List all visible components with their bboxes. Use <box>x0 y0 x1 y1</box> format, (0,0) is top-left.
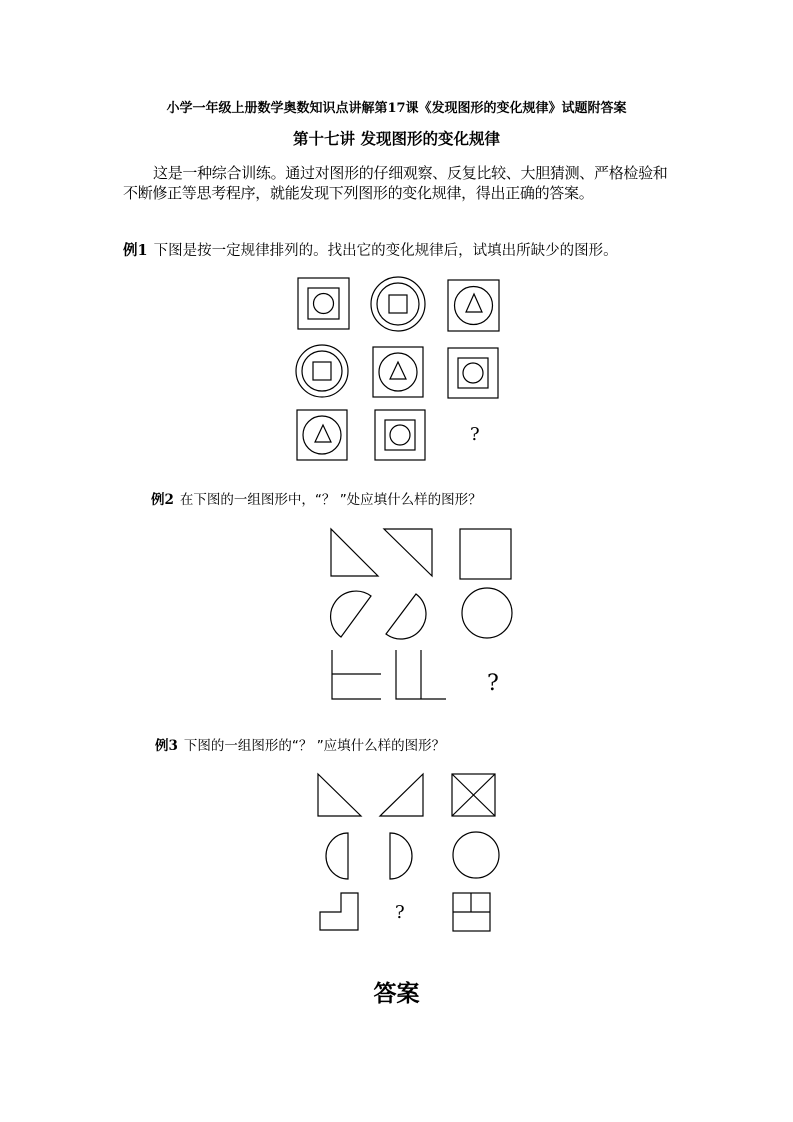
ex1-cell-3-2 <box>375 410 425 460</box>
ex1-cell-2-3 <box>448 348 498 398</box>
example-1-question <box>123 239 618 260</box>
ex2-cell-1-1 <box>331 529 378 576</box>
intro-paragraph: 这是一种综合训练。通过对图形的仔细观察、反复比较、大胆猜测、严格检验和不断修正等思考程序，就能发现下列图形的变化规律，得出正确的答案。 <box>123 164 668 202</box>
ex1-cell-2-1 <box>296 345 348 397</box>
document-title: 小学一年级上册数学奥数知识点讲解第17课《发现图形的变化规律》试题附答案 <box>166 101 627 116</box>
ex3-cell-2-3 <box>453 832 499 878</box>
ex1-cell-1-2 <box>371 277 425 331</box>
example-3-question <box>155 734 445 754</box>
ex3-cell-2-1 <box>326 833 348 879</box>
ex3-cell-1-2 <box>380 774 423 816</box>
ex3-cell-1-3 <box>452 774 495 816</box>
ex2-cell-2-3 <box>462 588 512 638</box>
example-2-question <box>151 488 482 508</box>
ex2-cell-1-2 <box>384 529 432 576</box>
ex2-cell-3-1 <box>332 650 381 699</box>
ex1-cell-3-1 <box>297 410 347 460</box>
example-3-label: 例3 <box>155 738 178 754</box>
ex3-cell-3-3 <box>453 893 490 931</box>
ex2-missing-mark: ? <box>487 671 499 696</box>
ex2-cell-1-3 <box>460 529 511 579</box>
ex2-cell-3-2 <box>396 650 446 699</box>
ex3-cell-2-2 <box>390 833 412 879</box>
example-2-text: 在下图的一组图形中，“？ ”处应填什么样的图形？ <box>179 492 482 508</box>
answer-heading: 答案 <box>373 980 420 1007</box>
ex3-missing-mark: ? <box>395 902 405 923</box>
example-1-text: 下图是按一定规律排列的。找出它的变化规律后，试填出所缺少的图形。 <box>153 243 618 259</box>
ex2-cell-2-1 <box>331 591 371 637</box>
example-3-text: 下图的一组图形的“？ ”应填什么样的图形？ <box>183 738 446 754</box>
lecture-title: 第十七讲 发现图形的变化规律 <box>293 129 500 148</box>
ex1-cell-1-1 <box>298 278 349 329</box>
ex3-cell-1-1 <box>318 774 361 816</box>
ex1-cell-2-2 <box>373 347 423 397</box>
ex1-missing-mark: ? <box>470 424 480 445</box>
example-2-label: 例2 <box>151 492 174 508</box>
ex2-cell-2-2 <box>386 594 426 639</box>
ex3-cell-3-1 <box>320 893 358 930</box>
example-1-label: 例1 <box>123 242 148 259</box>
ex1-cell-1-3 <box>448 280 499 331</box>
